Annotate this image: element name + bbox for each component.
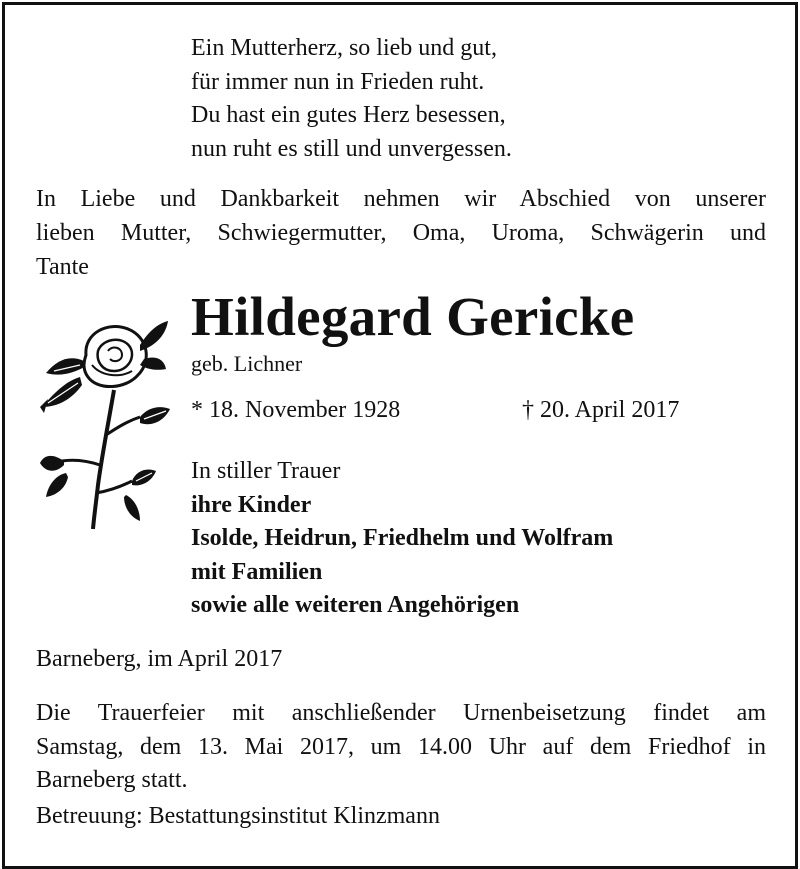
- intro-line: lieben Mutter, Schwiegermutter, Oma, Uroma, Schwägerin und: [36, 220, 766, 246]
- place-date: Barneberg, im April 2017: [36, 646, 283, 672]
- poem-line: Du hast ein gutes Herz besessen,: [191, 102, 506, 128]
- ceremony-line: Die Trauerfeier mit anschließender Urnenbeisetzung findet am: [36, 700, 766, 726]
- birth-date: * 18. November 1928: [191, 397, 401, 423]
- deceased-name: Hildegard Gericke: [191, 286, 635, 347]
- mourners-line: ihre Kinder: [191, 491, 312, 518]
- ceremony-line: Barneberg statt.: [36, 767, 188, 793]
- funeral-home: Betreuung: Bestattungsinstitut Klinzmann: [36, 803, 440, 829]
- intro-line: In Liebe und Dankbarkeit nehmen wir Abschied von unserer: [36, 186, 766, 212]
- rose-illustration-icon: [36, 315, 170, 530]
- intro-line: Tante: [36, 254, 89, 280]
- poem-line: Ein Mutterherz, so lieb und gut,: [191, 35, 497, 61]
- death-date: † 20. April 2017: [522, 397, 680, 423]
- poem-line: nun ruht es still und unvergessen.: [191, 135, 512, 162]
- mourners-line: sowie alle weiteren Angehörigen: [191, 592, 520, 618]
- poem-line: für immer nun in Frieden ruht.: [191, 68, 485, 95]
- mourners-line: Isolde, Heidrun, Friedhelm und Wolfram: [191, 525, 614, 551]
- poem: [191, 32, 512, 166]
- mourners-block: [191, 455, 613, 623]
- mourners-intro: In stiller Trauer: [191, 458, 341, 484]
- mourners-line: mit Familien: [191, 558, 323, 585]
- farewell-intro: [36, 182, 766, 284]
- ceremony-info: [36, 697, 766, 798]
- maiden-name: geb. Lichner: [191, 351, 303, 376]
- ceremony-line: Samstag, dem 13. Mai 2017, um 14.00 Uhr auf dem Friedhof in: [36, 733, 766, 760]
